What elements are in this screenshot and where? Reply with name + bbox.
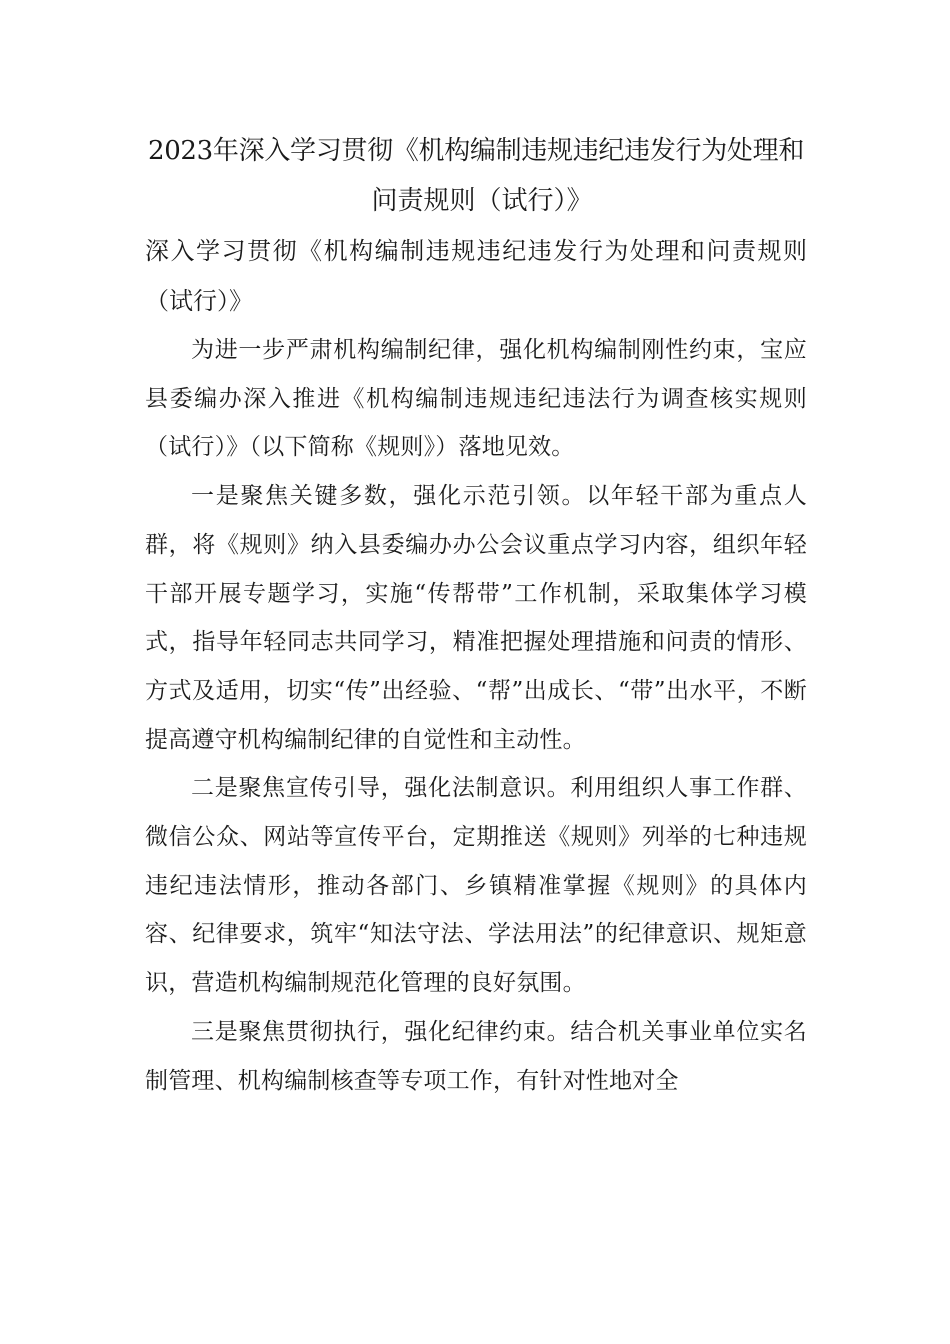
paragraph-point-one: 一是聚焦关键多数，强化示范引领。以年轻干部为重点人群，将《规则》纳入县委编办办公会议重点学习内容，组织年轻干部开展专题学习，实施“传帮带”工作机制，采取集体学习模式，指导年轻同志共同学习，精准把握处理措施和问责的情形、方式及适用，切实“传”出经验、“帮”出成长、“带”出水平，不断提高遵守机构编制纪律的自觉性和主动性。 (145, 483, 807, 753)
document-page (145, 126, 807, 1105)
paragraph-point-three: 三是聚焦贯彻执行，强化纪律约束。结合机关事业单位实名制管理、机构编制核查等专项工作，有针对性地对全 (145, 1018, 807, 1094)
paragraph-point-two: 二是聚焦宣传引导，强化法制意识。利用组织人事工作群、微信公众、网站等宣传平台，定期推送《规则》列举的七种违规违纪违法情形，推动各部门、乡镇精准掌握《规则》的具体内容、纪律要求，筑牢“知法守法、学法用法”的纪律意识、规矩意识，营造机构编制规范化管理的良好氛围。 (145, 775, 807, 997)
document-subtitle: 深入学习贯彻《机构编制违规违纪违发行为处理和问责规则（试行）》 (145, 237, 807, 315)
document-title-line-1: 2023年深入学习贯彻《机构编制违规违纪违发行为处理和 (147, 136, 805, 166)
paragraph-intro: 为进一步严肃机构编制纪律，强化机构编制刚性约束，宝应县委编办深入推进《机构编制违规违纪违法行为调查核实规则（试行）》（以下简称《规则》）落地见效。 (145, 337, 807, 461)
document-title-line-2: 问责规则（试行）》 (371, 186, 593, 216)
